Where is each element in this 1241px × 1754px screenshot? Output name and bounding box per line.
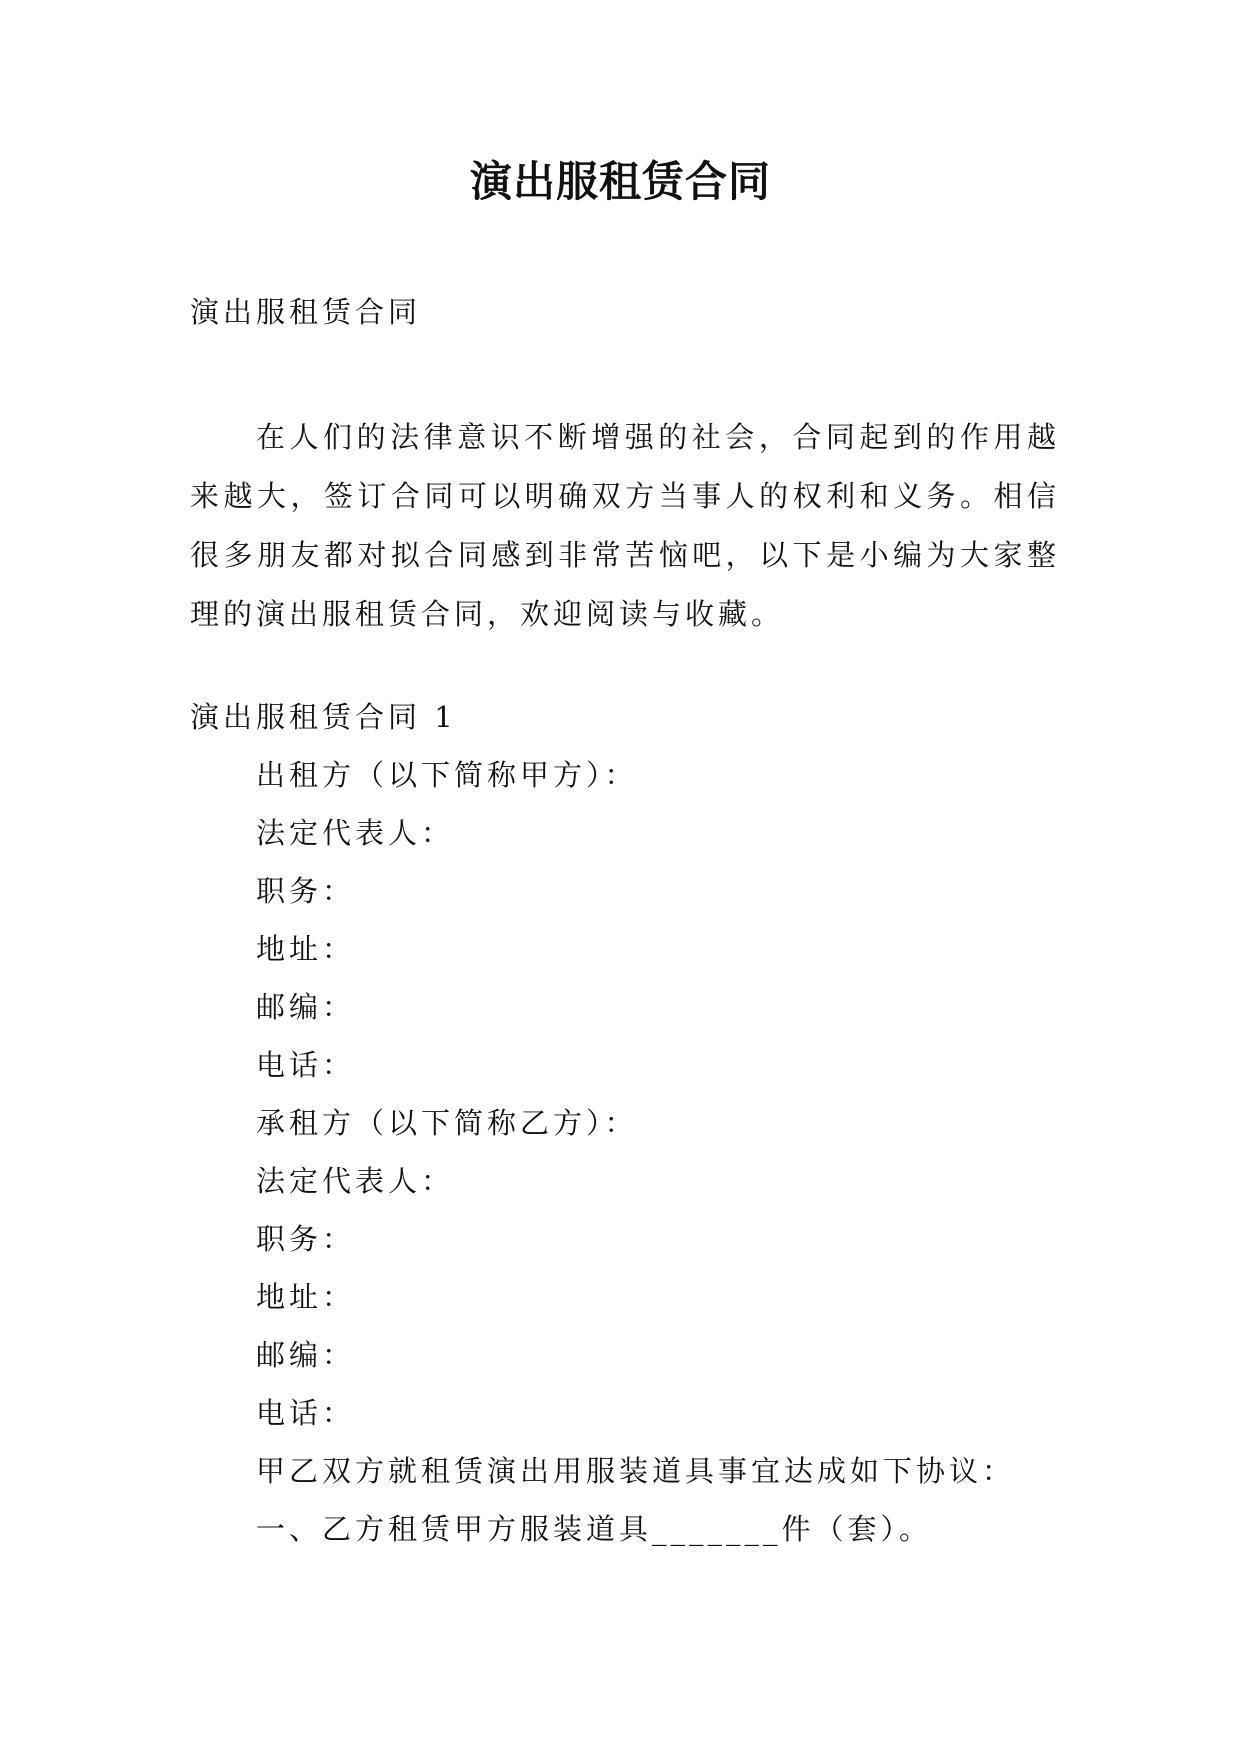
section-heading: 演出服租赁合同 1 — [190, 700, 457, 734]
lessee-phone-line: 电话： — [256, 1396, 356, 1430]
lessee-position-line: 职务： — [256, 1222, 356, 1256]
lessor-line: 出租方（以下简称甲方）： — [256, 758, 638, 792]
lessee-line: 承租方（以下简称乙方）： — [256, 1106, 638, 1140]
document-subtitle: 演出服租赁合同 — [190, 295, 422, 329]
clause-one-line: 一、乙方租赁甲方服装道具_______件（套）。 — [256, 1512, 933, 1546]
lessor-legal-rep-line: 法定代表人： — [256, 816, 455, 850]
lessee-postcode-line: 邮编： — [256, 1338, 356, 1372]
intro-paragraph: 在人们的法律意识不断增强的社会，合同起到的作用越来越大，签订合同可以明确双方当事人的权利和义务。相信很多朋友都对拟合同感到非常苦恼吧，以下是小编为大家整理的演出服租赁合同，欢迎阅读与收藏。 — [190, 420, 1060, 631]
lessee-address-line: 地址： — [256, 1280, 356, 1314]
agreement-statement-line: 甲乙双方就租赁演出用服装道具事宜达成如下协议： — [256, 1454, 1016, 1488]
lessor-phone-line: 电话： — [256, 1048, 356, 1082]
lessor-address-line: 地址： — [256, 932, 356, 966]
document-title: 演出服租赁合同 — [469, 157, 771, 206]
lessee-legal-rep-line: 法定代表人： — [256, 1164, 455, 1198]
lessor-position-line: 职务： — [256, 874, 356, 908]
lessor-postcode-line: 邮编： — [256, 990, 356, 1024]
